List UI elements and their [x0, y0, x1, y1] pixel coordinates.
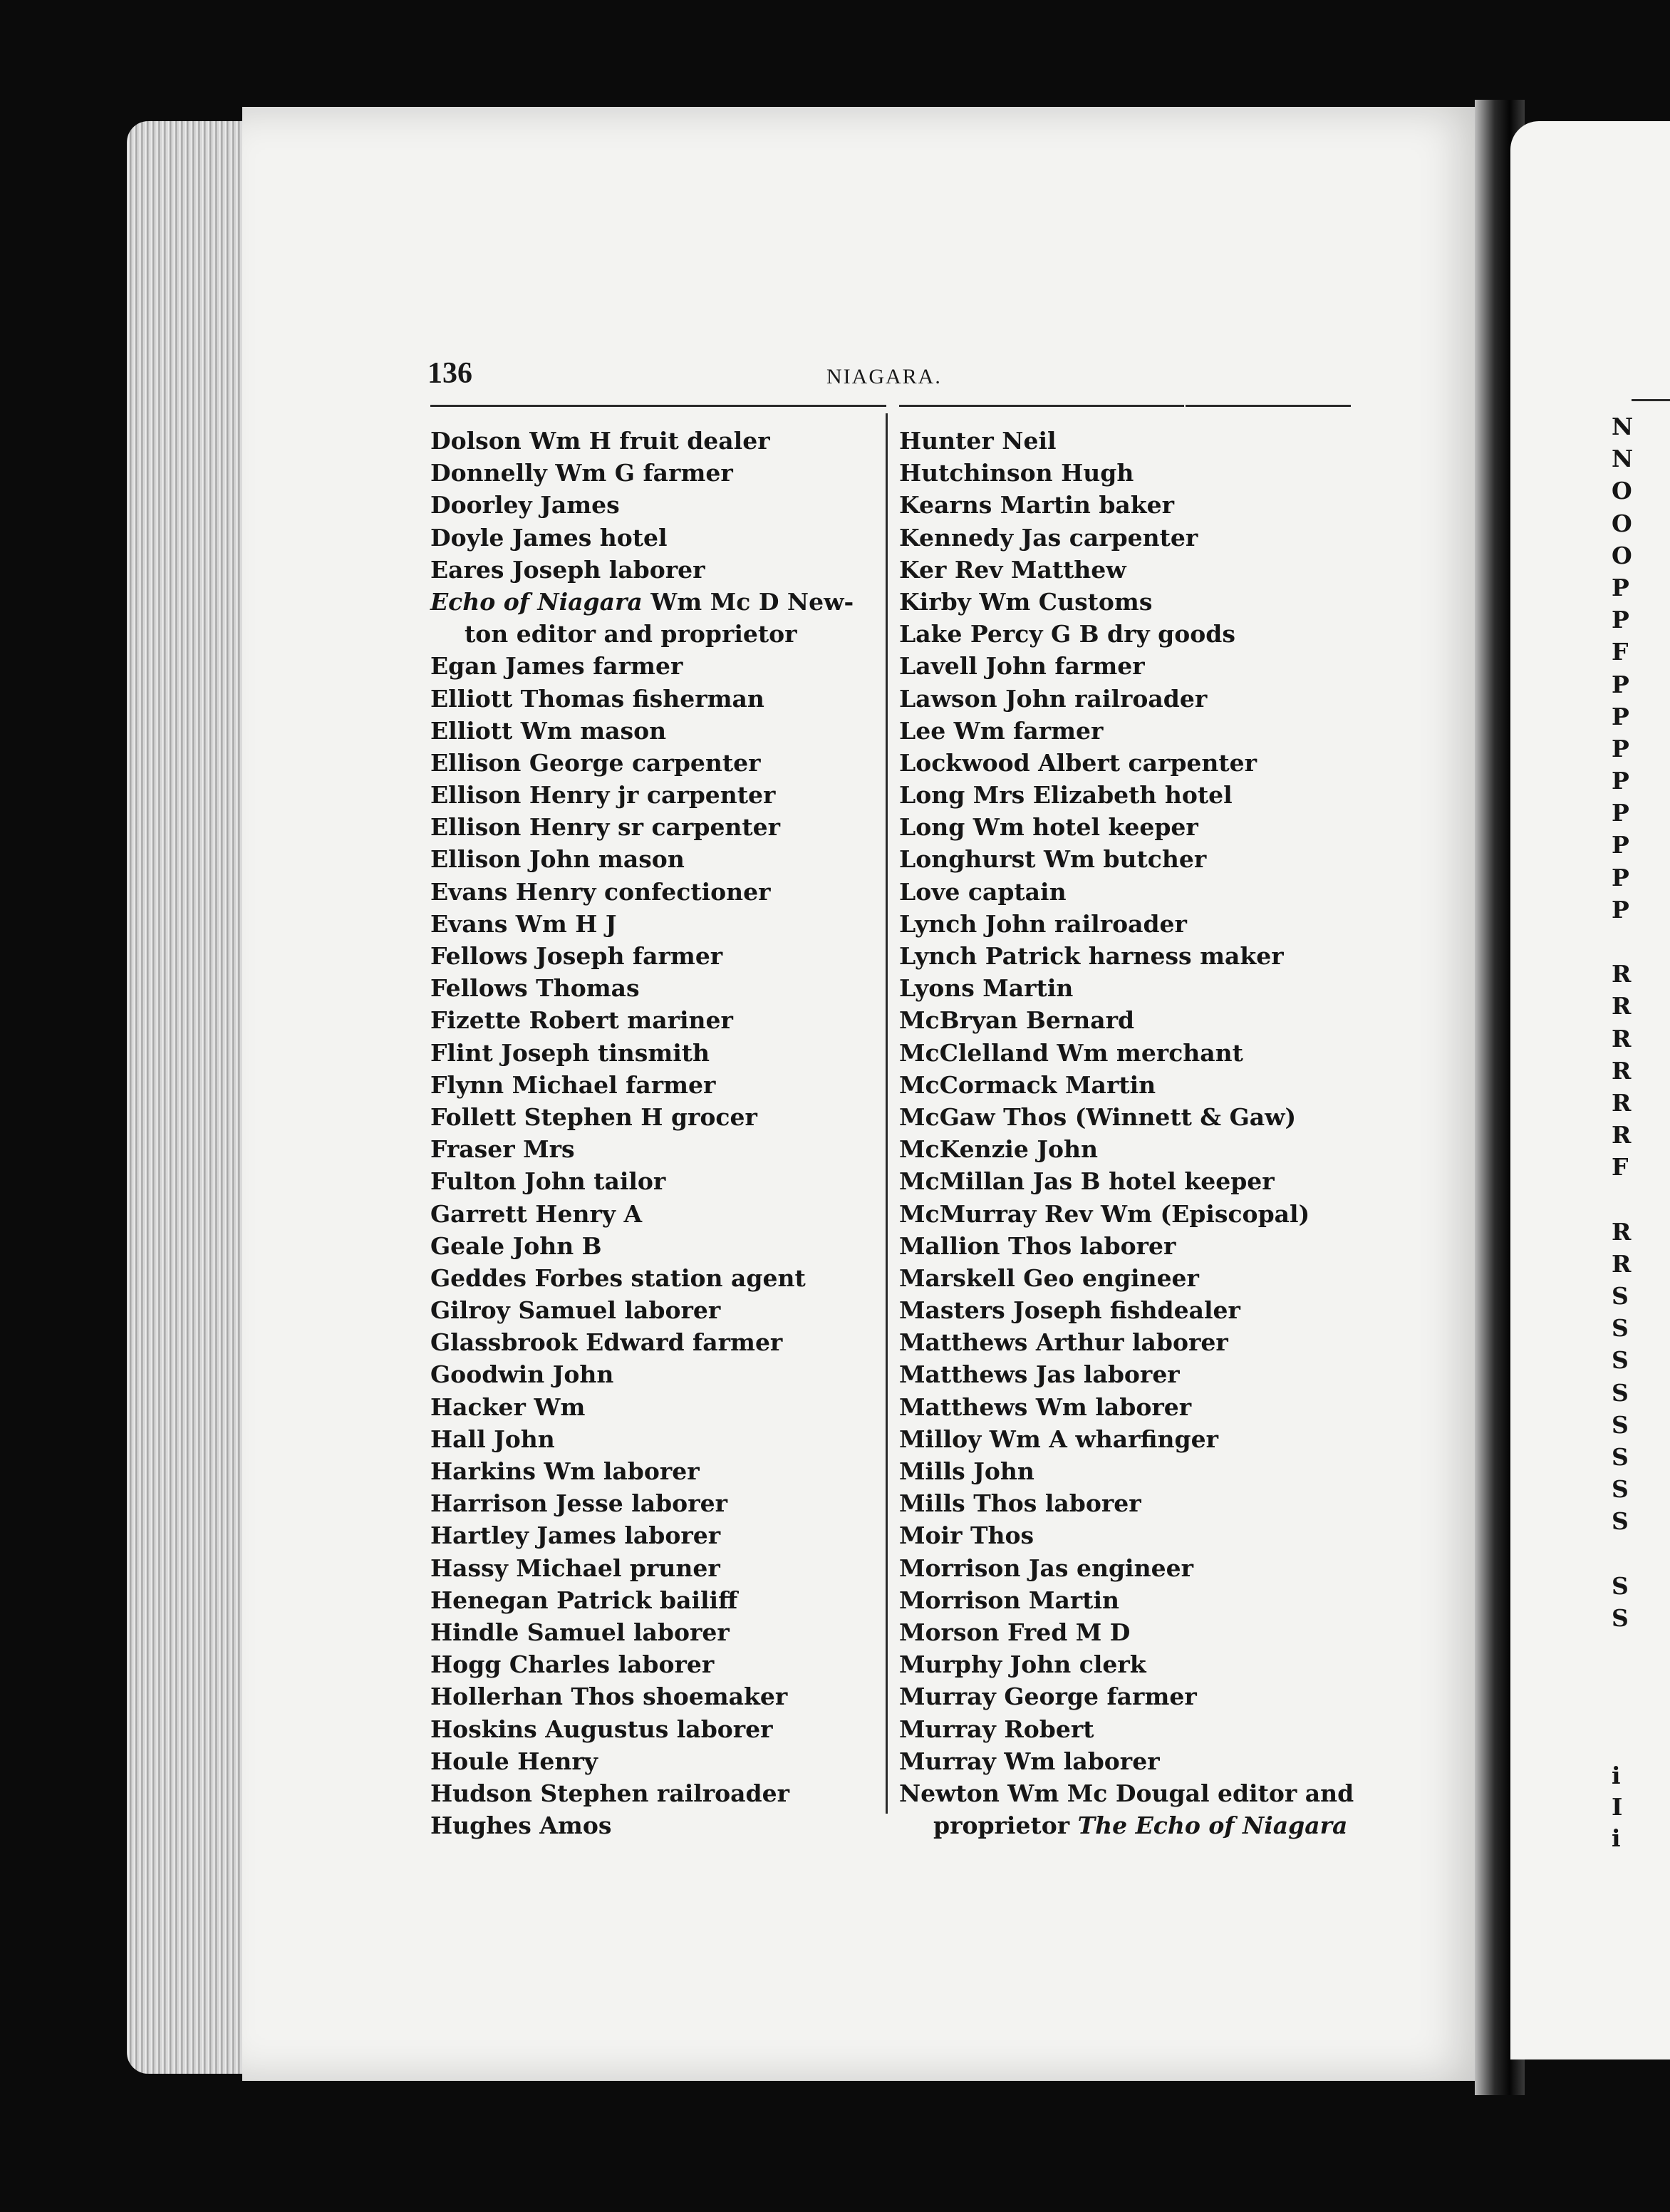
directory-entry — [899, 1198, 1369, 1230]
facing-page-letter: S — [1612, 1443, 1629, 1471]
entry-text: Elliott Wm mason — [430, 716, 667, 745]
entry-text: Houle Henry — [430, 1747, 598, 1775]
entry-text: Wm Mc D New- — [642, 587, 854, 616]
entry-text: Dolson Wm H fruit dealer — [430, 427, 770, 455]
entry-text: Geddes Forbes station agent — [430, 1263, 806, 1292]
directory-entry — [430, 650, 879, 682]
directory-entry — [899, 554, 1369, 586]
entry-text: Hughes Amos — [430, 1812, 612, 1840]
facing-page-letter: S — [1612, 1507, 1629, 1536]
entry-text: Matthews Jas laborer — [899, 1360, 1180, 1389]
entry-text: Fizette Robert mariner — [430, 1006, 733, 1035]
page-header — [427, 356, 1347, 399]
directory-entry — [899, 1648, 1369, 1680]
directory-entry — [430, 1584, 879, 1616]
entry-text: Hassy Michael pruner — [430, 1554, 720, 1582]
entry-text: Flynn Michael farmer — [430, 1070, 716, 1099]
entry-text: Lawson John railroader — [899, 684, 1208, 713]
entry-text: Hollerhan Thos shoemaker — [430, 1683, 788, 1711]
entry-text: proprietor — [933, 1812, 1078, 1840]
entry-text: Doyle James hotel — [430, 523, 668, 552]
directory-entry — [899, 489, 1369, 521]
directory-entry — [430, 1713, 879, 1745]
entry-text: Hunter Neil — [899, 427, 1057, 455]
directory-entry — [899, 1745, 1369, 1777]
facing-page-letter: P — [1612, 702, 1629, 730]
entry-text: Morrison Jas engineer — [899, 1554, 1193, 1582]
directory-column-right — [899, 425, 1369, 1841]
facing-page-letter: S — [1612, 1603, 1629, 1632]
directory-entry — [899, 1423, 1369, 1455]
entry-text: ton editor and proprietor — [465, 620, 797, 648]
directory-entry — [430, 554, 879, 586]
directory-entry — [430, 779, 879, 811]
directory-entry — [430, 972, 879, 1004]
directory-entry — [430, 940, 879, 972]
directory-entry — [899, 940, 1369, 972]
directory-entry — [899, 1101, 1369, 1133]
entry-text: Fraser Mrs — [430, 1135, 575, 1164]
entry-text: Henegan Patrick bailiff — [430, 1586, 738, 1614]
directory-entry — [899, 1326, 1369, 1358]
directory-column-left — [430, 425, 879, 1841]
facing-page-letter: F — [1612, 1153, 1629, 1182]
entry-text: Lee Wm farmer — [899, 716, 1104, 745]
entry-text: Glassbrook Edward farmer — [430, 1328, 783, 1357]
page-number: 136 — [427, 357, 472, 390]
facing-page-letter: S — [1612, 1282, 1629, 1311]
directory-entry — [430, 876, 879, 908]
facing-page-rule — [1632, 399, 1670, 401]
directory-entry — [430, 1230, 879, 1262]
entry-text: Matthews Arthur laborer — [899, 1328, 1228, 1357]
entry-text: Kennedy Jas carpenter — [899, 523, 1198, 552]
entry-text: Love captain — [899, 877, 1067, 906]
entry-text: Flint Joseph tinsmith — [430, 1038, 710, 1067]
entry-text: Ellison Henry sr carpenter — [430, 813, 781, 842]
directory-entry — [430, 811, 879, 843]
facing-page-letter: F — [1612, 638, 1629, 666]
entry-text: Hudson Stephen railroader — [430, 1779, 790, 1807]
directory-entry — [430, 1680, 879, 1712]
directory-entry — [430, 586, 879, 618]
header-rule-mid — [899, 405, 1184, 407]
facing-page-letter: P — [1612, 606, 1629, 634]
entry-text: Marskell Geo engineer — [899, 1263, 1199, 1292]
entry-text: Hartley James laborer — [430, 1521, 721, 1550]
directory-entry — [899, 1391, 1369, 1423]
facing-page-letter: R — [1612, 960, 1632, 988]
directory-entry — [430, 1004, 879, 1036]
entry-text: Doorley James — [430, 491, 620, 520]
entry-text: Fellows Thomas — [430, 974, 640, 1003]
entry-text: Ker Rev Matthew — [899, 555, 1126, 584]
entry-text: Lavell John farmer — [899, 652, 1145, 681]
entry-text: Ellison John mason — [430, 845, 685, 874]
facing-page-letter: P — [1612, 670, 1629, 698]
entry-text: McMillan Jas B hotel keeper — [899, 1167, 1275, 1196]
entry-text: Mallion Thos laborer — [899, 1231, 1176, 1260]
facing-page-letter: O — [1612, 509, 1632, 537]
facing-page-letter — [1612, 926, 1670, 958]
entry-text: Hutchinson Hugh — [899, 459, 1134, 487]
directory-entry — [899, 425, 1369, 457]
directory-entry — [899, 618, 1369, 650]
entry-text: Mills John — [899, 1457, 1034, 1485]
entry-text: Harkins Wm laborer — [430, 1457, 700, 1485]
entry-text: McKenzie John — [899, 1135, 1098, 1164]
directory-entry — [430, 747, 879, 779]
directory-entry — [430, 1198, 879, 1230]
facing-page-letter: S — [1612, 1314, 1629, 1343]
directory-entry — [899, 586, 1369, 618]
facing-page-bottom-line: i — [1612, 1762, 1621, 1789]
directory-entry — [899, 972, 1369, 1004]
directory-entry — [899, 747, 1369, 779]
directory-entry — [430, 843, 879, 875]
directory-entry-continuation — [430, 618, 879, 650]
entry-text: Newton Wm Mc Dougal editor and — [899, 1779, 1354, 1807]
entry-text: Ellison George carpenter — [430, 748, 761, 777]
entry-text: Egan James farmer — [430, 652, 683, 681]
entry-text-italic: Echo of Niagara — [430, 587, 643, 616]
directory-entry — [430, 522, 879, 554]
directory-entry — [430, 1552, 879, 1584]
directory-entry — [899, 522, 1369, 554]
entry-text: Garrett Henry A — [430, 1199, 643, 1228]
directory-entry — [430, 1809, 879, 1841]
directory-entry — [899, 1519, 1369, 1551]
directory-entry — [899, 1069, 1369, 1101]
facing-page-letter: P — [1612, 799, 1629, 827]
directory-entry — [430, 1777, 879, 1809]
facing-page-letter: R — [1612, 1217, 1632, 1246]
entry-text: Masters Joseph fishdealer — [899, 1296, 1240, 1325]
entry-text: Long Wm hotel keeper — [899, 813, 1198, 842]
facing-page-letter: P — [1612, 831, 1629, 859]
facing-page-bottom-line: i — [1612, 1824, 1621, 1852]
entry-text: Hall John — [430, 1425, 555, 1453]
entry-text: Lake Percy G B dry goods — [899, 620, 1235, 648]
directory-entry — [430, 425, 879, 457]
entry-text: McBryan Bernard — [899, 1006, 1135, 1035]
facing-page-bottom-line: I — [1612, 1793, 1623, 1821]
directory-entry — [430, 489, 879, 521]
entry-text: Murray Wm laborer — [899, 1747, 1160, 1775]
directory-entry — [899, 908, 1369, 940]
directory-entry — [430, 1165, 879, 1197]
directory-entry — [899, 779, 1369, 811]
directory-entry — [899, 1552, 1369, 1584]
entry-text-italic: The Echo of Niagara — [1077, 1812, 1348, 1840]
facing-page-letter: S — [1612, 1475, 1629, 1504]
facing-page-letter: R — [1612, 1056, 1632, 1085]
directory-entry — [899, 1037, 1369, 1069]
entry-text: Evans Wm H J — [430, 909, 617, 938]
entry-text: Hacker Wm — [430, 1392, 586, 1421]
header-rule-right — [1186, 405, 1351, 407]
directory-entry — [430, 908, 879, 940]
entry-text: Milloy Wm A wharfinger — [899, 1425, 1218, 1453]
entry-text: Lynch Patrick harness maker — [899, 942, 1284, 970]
facing-page-letter: O — [1612, 541, 1632, 569]
directory-entry — [430, 1262, 879, 1294]
directory-entry — [899, 1455, 1369, 1487]
entry-text: Follett Stephen H grocer — [430, 1102, 757, 1131]
facing-page-bottom-text — [1612, 1760, 1670, 1854]
entry-text: Morson Fred M D — [899, 1618, 1131, 1646]
facing-page-letter: N — [1612, 413, 1634, 440]
facing-page-letter: P — [1612, 863, 1629, 891]
entry-text: Lyons Martin — [899, 974, 1074, 1003]
directory-entry — [899, 715, 1369, 747]
entry-text: Matthews Wm laborer — [899, 1392, 1192, 1421]
directory-entry — [899, 843, 1369, 875]
directory-entry — [899, 1358, 1369, 1390]
facing-page-letter: O — [1612, 477, 1632, 505]
directory-entry — [430, 1423, 879, 1455]
column-divider — [886, 413, 888, 1814]
directory-entry — [430, 1101, 879, 1133]
entry-text: Moir Thos — [899, 1521, 1034, 1550]
facing-page-letter: S — [1612, 1410, 1629, 1439]
entry-text: Murray George farmer — [899, 1683, 1197, 1711]
entry-text: Murphy John clerk — [899, 1650, 1146, 1679]
entry-text: Harrison Jesse laborer — [430, 1489, 727, 1518]
facing-page-letter: R — [1612, 1024, 1632, 1053]
entry-text: Long Mrs Elizabeth hotel — [899, 781, 1233, 810]
directory-entry — [430, 457, 879, 489]
directory-entry — [430, 1069, 879, 1101]
facing-page-letter: S — [1612, 1571, 1629, 1600]
directory-entry — [430, 1616, 879, 1648]
directory-entry — [430, 1391, 879, 1423]
facing-page-letter — [1612, 1538, 1670, 1570]
directory-entry — [899, 1713, 1369, 1745]
entry-text: Kirby Wm Customs — [899, 587, 1153, 616]
entry-text: Ellison Henry jr carpenter — [430, 781, 776, 810]
entry-text: Hindle Samuel laborer — [430, 1618, 730, 1646]
entry-text: Goodwin John — [430, 1360, 614, 1389]
facing-page-letter: R — [1612, 1249, 1632, 1278]
entry-text: Longhurst Wm butcher — [899, 845, 1207, 874]
facing-page-letter: P — [1612, 895, 1629, 924]
running-head: NIAGARA. — [826, 365, 942, 388]
directory-entry — [430, 683, 879, 715]
entry-text: McMurray Rev Wm (Episcopal) — [899, 1199, 1310, 1228]
entry-text: Fellows Joseph farmer — [430, 942, 723, 970]
directory-entry — [430, 1294, 879, 1326]
entry-text: Geale John B — [430, 1231, 602, 1260]
directory-entry — [430, 1745, 879, 1777]
directory-entry — [430, 1519, 879, 1551]
facing-page-letter: N — [1612, 445, 1634, 473]
entry-text: McClelland Wm merchant — [899, 1038, 1243, 1067]
directory-entry — [430, 715, 879, 747]
entry-text: McCormack Martin — [899, 1070, 1156, 1099]
directory-entry — [899, 1487, 1369, 1519]
directory-entry — [899, 811, 1369, 843]
entry-text: Morrison Martin — [899, 1586, 1119, 1614]
directory-entry — [899, 1294, 1369, 1326]
facing-page-letter: P — [1612, 734, 1629, 763]
entry-text: Gilroy Samuel laborer — [430, 1296, 721, 1325]
facing-page-letter — [1612, 1184, 1670, 1216]
directory-entry — [430, 1326, 879, 1358]
directory-entry — [430, 1648, 879, 1680]
header-rule-left — [430, 405, 886, 407]
directory-entry — [899, 1616, 1369, 1648]
facing-page-text — [1612, 410, 1670, 1634]
directory-entry-continuation — [899, 1809, 1369, 1841]
entry-text: Fulton John tailor — [430, 1167, 666, 1196]
facing-page-letter: R — [1612, 1088, 1632, 1117]
directory-entry — [899, 1584, 1369, 1616]
directory-entry — [899, 457, 1369, 489]
entry-text: Hogg Charles laborer — [430, 1650, 715, 1679]
directory-entry — [430, 1455, 879, 1487]
facing-page-letter: S — [1612, 1378, 1629, 1407]
entry-text: McGaw Thos (Winnett & Gaw) — [899, 1102, 1297, 1131]
directory-entry — [899, 650, 1369, 682]
facing-page-letter: P — [1612, 573, 1629, 601]
entry-text: Mills Thos laborer — [899, 1489, 1141, 1518]
directory-entry — [899, 1004, 1369, 1036]
entry-text: Kearns Martin baker — [899, 491, 1175, 520]
entry-text: Eares Joseph laborer — [430, 555, 705, 584]
directory-entry — [430, 1037, 879, 1069]
facing-page-letter: S — [1612, 1346, 1629, 1375]
directory-entry — [899, 876, 1369, 908]
entry-text: Murray Robert — [899, 1715, 1094, 1743]
directory-entry — [899, 1680, 1369, 1712]
directory-entry — [430, 1487, 879, 1519]
facing-page-letter: R — [1612, 1121, 1632, 1149]
facing-page-letter: P — [1612, 767, 1629, 795]
directory-entry — [899, 1230, 1369, 1262]
entry-text: Evans Henry confectioner — [430, 877, 771, 906]
entry-text: Elliott Thomas fisherman — [430, 684, 764, 713]
entry-text: Hoskins Augustus laborer — [430, 1715, 773, 1743]
entry-text: Donnelly Wm G farmer — [430, 459, 733, 487]
entry-text: Lynch John railroader — [899, 909, 1187, 938]
facing-page-letter: R — [1612, 992, 1632, 1020]
directory-entry — [899, 1165, 1369, 1197]
directory-entry — [899, 1133, 1369, 1165]
directory-entry — [899, 683, 1369, 715]
directory-entry — [899, 1777, 1369, 1809]
directory-entry — [430, 1358, 879, 1390]
directory-entry — [430, 1133, 879, 1165]
entry-text: Lockwood Albert carpenter — [899, 748, 1257, 777]
directory-entry — [899, 1262, 1369, 1294]
